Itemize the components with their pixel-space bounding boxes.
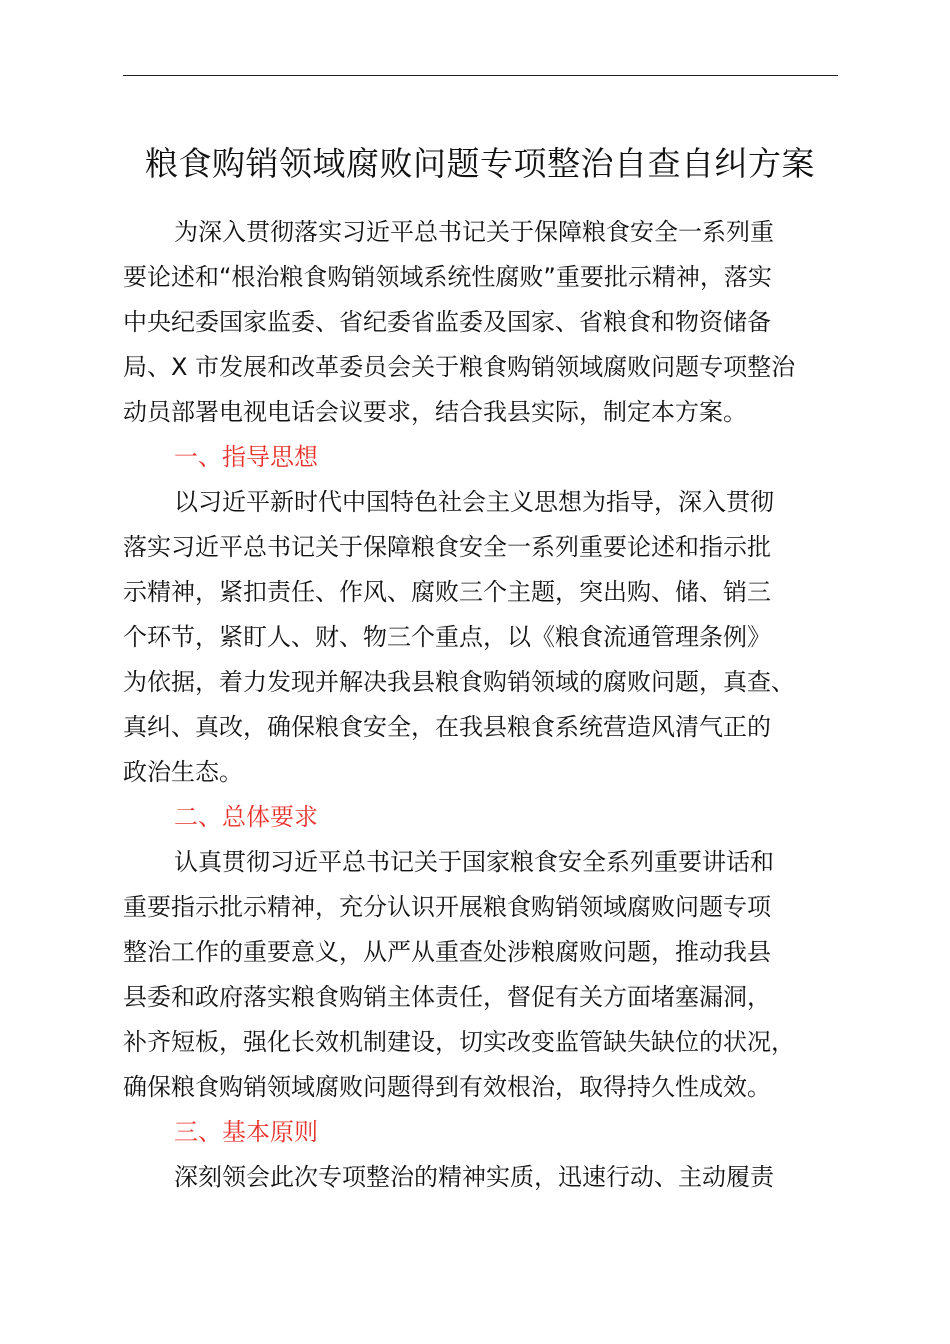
section-line: 政治生态。 [123, 758, 243, 786]
intro-line: 局、X 市发展和改革委员会关于粮食购销领域腐败问题专项整治 [123, 353, 796, 381]
section-line: 示精神，紧扣责任、作风、腐败三个主题，突出购、储、销三 [123, 578, 771, 606]
section-heading-guiding-ideology: 一、指导思想 [174, 443, 318, 471]
section-line: 真纠、真改，确保粮食安全，在我县粮食系统营造风清气正的 [123, 713, 771, 741]
intro-line: 中央纪委国家监委、省纪委省监委及国家、省粮食和物资储备 [123, 308, 771, 336]
section-line: 个环节，紧盯人、财、物三个重点，以《粮食流通管理条例》 [123, 623, 771, 651]
section-line: 整治工作的重要意义，从严从重查处涉粮腐败问题，推动我县 [123, 938, 771, 966]
section-line: 认真贯彻习近平总书记关于国家粮食安全系列重要讲话和 [174, 848, 774, 876]
header-rule [123, 75, 838, 76]
section-line: 以习近平新时代中国特色社会主义思想为指导，深入贯彻 [174, 488, 774, 516]
section-line: 落实习近平总书记关于保障粮食安全一系列重要论述和指示批 [123, 533, 771, 561]
section-line: 补齐短板，强化长效机制建设，切实改变监管缺失缺位的状况， [123, 1028, 795, 1056]
intro-line: 动员部署电视电话会议要求，结合我县实际，制定本方案。 [123, 398, 747, 426]
section-heading-basic-principles: 三、基本原则 [174, 1118, 318, 1146]
document-body [123, 210, 863, 1200]
section-line: 为依据，着力发现并解决我县粮食购销领域的腐败问题，真查、 [123, 668, 795, 696]
section-heading-overall-requirements: 二、总体要求 [174, 803, 318, 831]
document-title: 粮食购销领域腐败问题专项整治自查自纠方案 [145, 144, 815, 183]
section-line: 县委和政府落实粮食购销主体责任，督促有关方面堵塞漏洞， [123, 983, 771, 1011]
section-line: 重要指示批示精神，充分认识开展粮食购销领域腐败问题专项 [123, 893, 771, 921]
intro-line: 为深入贯彻落实习近平总书记关于保障粮食安全一系列重 [174, 218, 774, 246]
section-line: 确保粮食购销领域腐败问题得到有效根治，取得持久性成效。 [123, 1073, 771, 1101]
section-line: 深刻领会此次专项整治的精神实质，迅速行动、主动履责 [174, 1163, 774, 1191]
intro-line: 要论述和“根治粮食购销领域系统性腐败”重要批示精神，落实 [123, 263, 772, 291]
